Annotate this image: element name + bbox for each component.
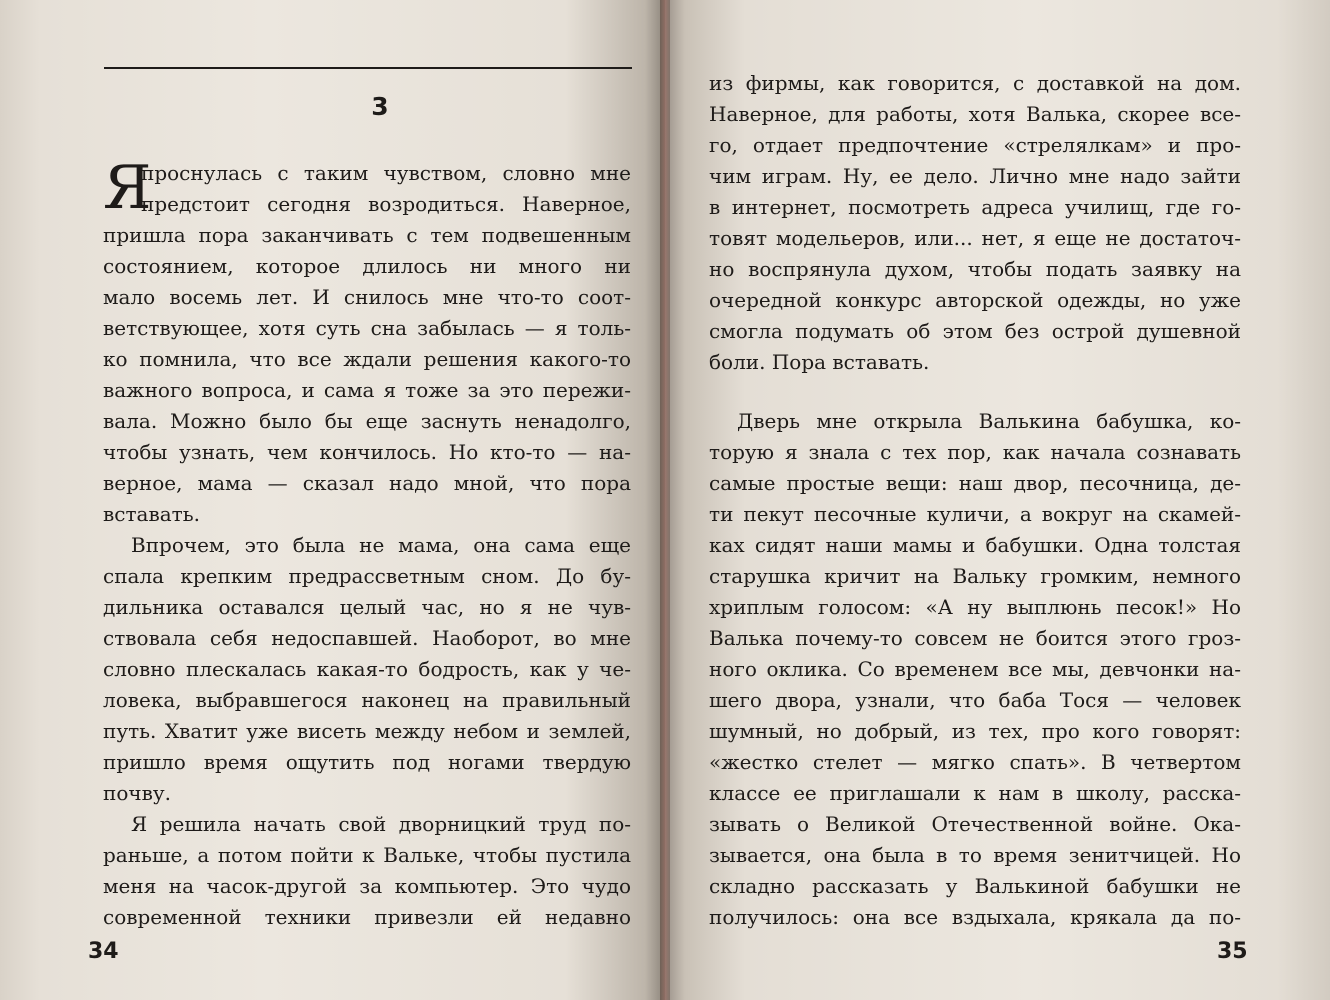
right-paragraph-1 — [709, 68, 1241, 378]
text-line: ствовала себя недоспавшей. Наоборот, во мне — [103, 626, 631, 650]
text-line: классе ее приглашали к нам в школу, расска- — [709, 781, 1241, 805]
text-line: путь. Хватит уже висеть между небом и землей, — [103, 719, 631, 743]
text-line: зывается, она была в то время зенитчицей. Но — [709, 843, 1241, 867]
text-line: ти пекут песочные куличи, а вокруг на скамей- — [709, 502, 1241, 526]
text-line: предстоит сегодня возродиться. Наверное, — [141, 192, 631, 216]
text-line: ках сидят наши мамы и бабушки. Одна толстая — [709, 533, 1241, 557]
right-text-block — [709, 68, 1241, 933]
text-line: словно плескалась какая-то бодрость, как у че- — [103, 657, 631, 681]
text-line: вставать. — [103, 502, 200, 526]
text-line: ко помнила, что все ждали решения какого-то — [103, 347, 631, 371]
text-line: почву. — [103, 781, 171, 805]
paragraph-gap — [709, 378, 1241, 406]
book-gutter — [660, 0, 670, 1000]
text-line: верное, мама — сказал надо мной, что пора — [103, 471, 631, 495]
text-line: ного оклика. Со временем все мы, девчонки на- — [709, 657, 1241, 681]
text-line: в интернет, посмотреть адреса училищ, где го- — [709, 195, 1241, 219]
text-line: состоянием, которое длилось ни много ни — [103, 254, 631, 278]
text-line: самые простые вещи: наш двор, песочница, де- — [709, 471, 1241, 495]
drop-cap: Я — [103, 153, 152, 223]
left-paragraph-1 — [103, 153, 631, 530]
right-page — [665, 0, 1330, 1000]
text-line: из фирмы, как говорится, с доставкой на дом. — [709, 71, 1241, 95]
left-text-block — [103, 153, 631, 933]
text-line: важного вопроса, и сама я тоже за это пережи- — [103, 378, 631, 402]
text-line: чтобы узнать, чем кончилось. Но кто-то — на- — [103, 440, 631, 464]
right-paragraph-2 — [709, 406, 1241, 933]
text-line: меня на часок-другой за компьютер. Это чудо — [103, 874, 631, 898]
text-line: вала. Можно было бы еще заснуть ненадолго, — [103, 409, 631, 433]
chapter-rule — [104, 67, 632, 69]
text-line: проснулась с таким чувством, словно мне — [141, 161, 631, 185]
text-line: шего двора, узнали, что баба Тося — человек — [709, 688, 1241, 712]
text-line: Я решила начать свой дворницкий труд по- — [131, 812, 631, 836]
text-line: хриплым голосом: «А ну выплюнь песок!» Но — [709, 595, 1241, 619]
text-line: складно рассказать у Валькиной бабушки не — [709, 874, 1241, 898]
text-line: очередной конкурс авторской одежды, но уже — [709, 288, 1241, 312]
left-paragraph-3 — [103, 809, 631, 933]
text-line: но воспрянула духом, чтобы подать заявку на — [709, 257, 1241, 281]
text-line: Дверь мне открыла Валькина бабушка, ко- — [737, 409, 1241, 433]
text-line: мало восемь лет. И снилось мне что-то соот- — [103, 285, 631, 309]
text-line: ловека, выбравшегося наконец на правильный — [103, 688, 631, 712]
text-line: «жестко стелет — мягко спать». В четвертом — [709, 750, 1241, 774]
text-line: современной техники привезли ей недавно — [103, 905, 631, 929]
text-line: боли. Пора вставать. — [709, 350, 930, 374]
text-line: раньше, а потом пойти к Вальке, чтобы пустила — [103, 843, 631, 867]
text-line: старушка кричит на Вальку громким, немного — [709, 564, 1241, 588]
text-line: пришло время ощутить под ногами твердую — [103, 750, 631, 774]
text-line: го, отдает предпочтение «стрелялкам» и про- — [709, 133, 1241, 157]
text-line: спала крепким предрассветным сном. До бу- — [103, 564, 631, 588]
text-line: чим играм. Ну, ее дело. Лично мне надо зайти — [709, 164, 1241, 188]
text-line: Наверное, для работы, хотя Валька, скорее все- — [709, 102, 1241, 126]
text-line: зывать о Великой Отечественной войне. Ока- — [709, 812, 1241, 836]
text-line: пришла пора заканчивать с тем подвешенным — [103, 223, 631, 247]
text-line: Впрочем, это была не мама, она сама еще — [131, 533, 631, 557]
text-line: ветствующее, хотя суть сна забылась — я толь- — [103, 316, 631, 340]
text-line: получилось: она все вздыхала, крякала да по- — [709, 905, 1241, 929]
text-line: Валька почему-то совсем не боится этого гроз- — [709, 626, 1241, 650]
text-line: дильника оставался целый час, но я не чув- — [103, 595, 631, 619]
text-line: товят модельеров, или... нет, я еще не достаточ- — [709, 226, 1241, 250]
page-number-left: 34 — [88, 939, 119, 964]
text-line: торую я знала с тех пор, как начала сознавать — [709, 440, 1241, 464]
chapter-number: 3 — [371, 92, 389, 121]
page-number-right: 35 — [1217, 939, 1248, 964]
text-line: шумный, но добрый, из тех, про кого говорят: — [709, 719, 1241, 743]
text-line: смогла подумать об этом без острой душевной — [709, 319, 1241, 343]
left-paragraph-2 — [103, 530, 631, 809]
